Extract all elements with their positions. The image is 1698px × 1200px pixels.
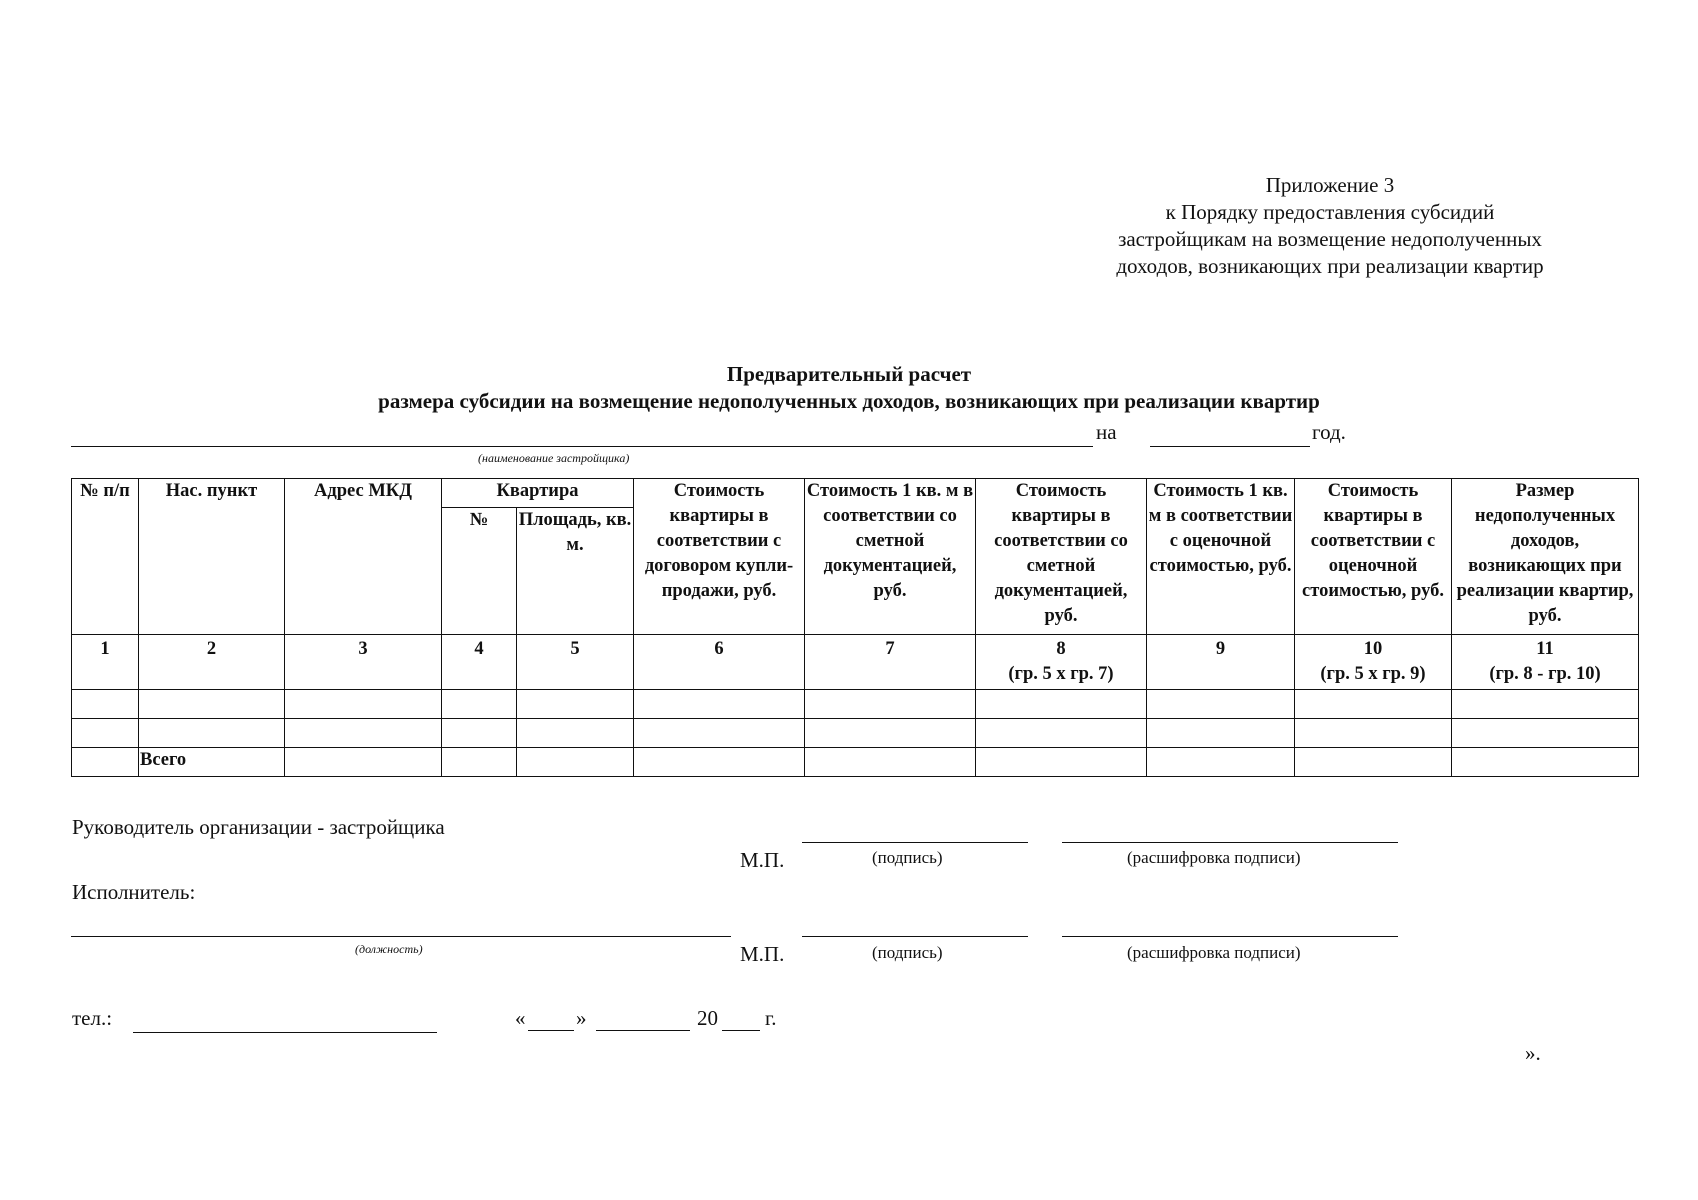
executor-decoding-caption: (расшифровка подписи) bbox=[1127, 943, 1301, 962]
column-number-row bbox=[72, 635, 1639, 690]
colnum-9: 9 bbox=[1147, 635, 1295, 690]
table-cell[interactable] bbox=[976, 690, 1147, 719]
total-row bbox=[72, 748, 1639, 777]
year-label: год. bbox=[1312, 420, 1346, 444]
appendix-line-1: Приложение 3 bbox=[1265, 173, 1395, 197]
table-cell[interactable] bbox=[442, 748, 517, 777]
date-close-quote: » bbox=[576, 1006, 587, 1030]
year-input-line[interactable] bbox=[1150, 446, 1310, 447]
header-apartment-group: Квартира bbox=[442, 479, 634, 508]
table-cell[interactable] bbox=[634, 690, 805, 719]
colnum-7: 7 bbox=[805, 635, 976, 690]
appendix-line-2: к Порядку предоставления субсидий bbox=[1165, 200, 1495, 224]
colnum-5: 5 bbox=[517, 635, 634, 690]
header-address: Адрес МКД bbox=[285, 479, 442, 635]
tel-label: тел.: bbox=[72, 1006, 113, 1030]
table-row bbox=[72, 690, 1639, 719]
table-cell[interactable] bbox=[72, 748, 139, 777]
total-label: Всего bbox=[139, 748, 285, 777]
header-sqm-appraised-cost: Стоимость 1 кв. м в соответствии с оценочной стоимостью, руб. bbox=[1147, 479, 1295, 635]
head-decoding-line[interactable] bbox=[1062, 842, 1398, 843]
table-cell[interactable] bbox=[634, 719, 805, 748]
header-sqm-estimate-cost: Стоимость 1 кв. м в соответствии со сметной документацией, руб. bbox=[805, 479, 976, 635]
colnum-11 bbox=[1452, 635, 1639, 690]
table-cell[interactable] bbox=[1147, 748, 1295, 777]
date-year-prefix: 20 bbox=[697, 1006, 718, 1030]
date-year-suffix: г. bbox=[765, 1006, 777, 1030]
date-month-line[interactable] bbox=[596, 1030, 690, 1031]
colnum-6: 6 bbox=[634, 635, 805, 690]
table-cell[interactable] bbox=[976, 748, 1147, 777]
header-contract-cost: Стоимость квартиры в соответствии с договором купли-продажи, руб. bbox=[634, 479, 805, 635]
table-cell[interactable] bbox=[1452, 690, 1639, 719]
developer-name-line[interactable] bbox=[71, 446, 1093, 447]
date-day-line[interactable] bbox=[528, 1030, 574, 1031]
colnum-4: 4 bbox=[442, 635, 517, 690]
table-cell[interactable] bbox=[1452, 719, 1639, 748]
table-cell[interactable] bbox=[285, 719, 442, 748]
header-appraised-cost: Стоимость квартиры в соответствии с оценочной стоимостью, руб. bbox=[1295, 479, 1452, 635]
colnum-2: 2 bbox=[139, 635, 285, 690]
colnum-1: 1 bbox=[72, 635, 139, 690]
colnum-10-formula: (гр. 5 х гр. 9) bbox=[1320, 664, 1426, 684]
table-cell[interactable] bbox=[1295, 719, 1452, 748]
table-cell[interactable] bbox=[1295, 748, 1452, 777]
na-label: на bbox=[1096, 420, 1117, 444]
header-lost-income: Размер недополученных доходов, возникающих при реализации квартир, руб. bbox=[1452, 479, 1639, 635]
table-cell[interactable] bbox=[1147, 719, 1295, 748]
date-open-quote: « bbox=[515, 1006, 526, 1030]
header-apartment-number: № bbox=[442, 508, 517, 635]
table-cell[interactable] bbox=[139, 719, 285, 748]
head-mp-label: М.П. bbox=[740, 848, 785, 872]
table-cell[interactable] bbox=[805, 690, 976, 719]
table-cell[interactable] bbox=[517, 748, 634, 777]
title-line-2: размера субсидии на возмещение недополученных доходов, возникающих при реализации квартир bbox=[378, 389, 1320, 413]
executor-decoding-line[interactable] bbox=[1062, 936, 1398, 937]
table-cell[interactable] bbox=[517, 690, 634, 719]
table-cell[interactable] bbox=[1147, 690, 1295, 719]
developer-caption: (наименование застройщика) bbox=[478, 451, 630, 465]
executor-label: Исполнитель: bbox=[72, 880, 196, 904]
table-cell[interactable] bbox=[805, 719, 976, 748]
table-cell[interactable] bbox=[1295, 690, 1452, 719]
tel-input-line[interactable] bbox=[133, 1032, 437, 1033]
table-row bbox=[72, 719, 1639, 748]
colnum-10 bbox=[1295, 635, 1452, 690]
executor-signature-line[interactable] bbox=[802, 936, 1028, 937]
table-cell[interactable] bbox=[442, 690, 517, 719]
appendix-line-3: застройщикам на возмещение недополученных bbox=[1118, 227, 1542, 251]
appendix-block bbox=[1100, 172, 1560, 280]
colnum-8-number: 8 bbox=[1056, 639, 1066, 659]
table-cell[interactable] bbox=[442, 719, 517, 748]
colnum-10-number: 10 bbox=[1363, 639, 1383, 659]
position-line[interactable] bbox=[71, 936, 731, 937]
date-year-line[interactable] bbox=[722, 1030, 760, 1031]
table-cell[interactable] bbox=[517, 719, 634, 748]
table-cell[interactable] bbox=[72, 719, 139, 748]
table-cell[interactable] bbox=[634, 748, 805, 777]
colnum-8 bbox=[976, 635, 1147, 690]
colnum-8-formula: (гр. 5 х гр. 7) bbox=[1008, 664, 1114, 684]
colnum-11-formula: (гр. 8 - гр. 10) bbox=[1489, 664, 1601, 684]
table-cell[interactable] bbox=[976, 719, 1147, 748]
colnum-11-number: 11 bbox=[1536, 639, 1554, 659]
executor-signature-caption: (подпись) bbox=[872, 943, 943, 962]
table-cell[interactable] bbox=[139, 690, 285, 719]
table-cell[interactable] bbox=[1452, 748, 1639, 777]
closing-mark: ». bbox=[1525, 1041, 1541, 1065]
header-area: Площадь, кв. м. bbox=[517, 508, 634, 635]
title-line-1: Предварительный расчет bbox=[726, 362, 972, 386]
header-estimate-cost: Стоимость квартиры в соответствии со сметной документацией, руб. bbox=[976, 479, 1147, 635]
table-cell[interactable] bbox=[285, 748, 442, 777]
head-signature-line[interactable] bbox=[802, 842, 1028, 843]
position-caption: (должность) bbox=[355, 942, 423, 956]
table-cell[interactable] bbox=[285, 690, 442, 719]
subsidy-table bbox=[71, 478, 1639, 777]
header-number: № п/п bbox=[72, 479, 139, 635]
table-cell[interactable] bbox=[805, 748, 976, 777]
appendix-line-4: доходов, возникающих при реализации квартир bbox=[1116, 254, 1544, 278]
executor-mp-label: М.П. bbox=[740, 942, 785, 966]
head-label: Руководитель организации - застройщика bbox=[72, 815, 445, 839]
head-signature-caption: (подпись) bbox=[872, 848, 943, 867]
header-settlement: Нас. пункт bbox=[139, 479, 285, 635]
head-decoding-caption: (расшифровка подписи) bbox=[1127, 848, 1301, 867]
table-cell[interactable] bbox=[72, 690, 139, 719]
colnum-3: 3 bbox=[285, 635, 442, 690]
